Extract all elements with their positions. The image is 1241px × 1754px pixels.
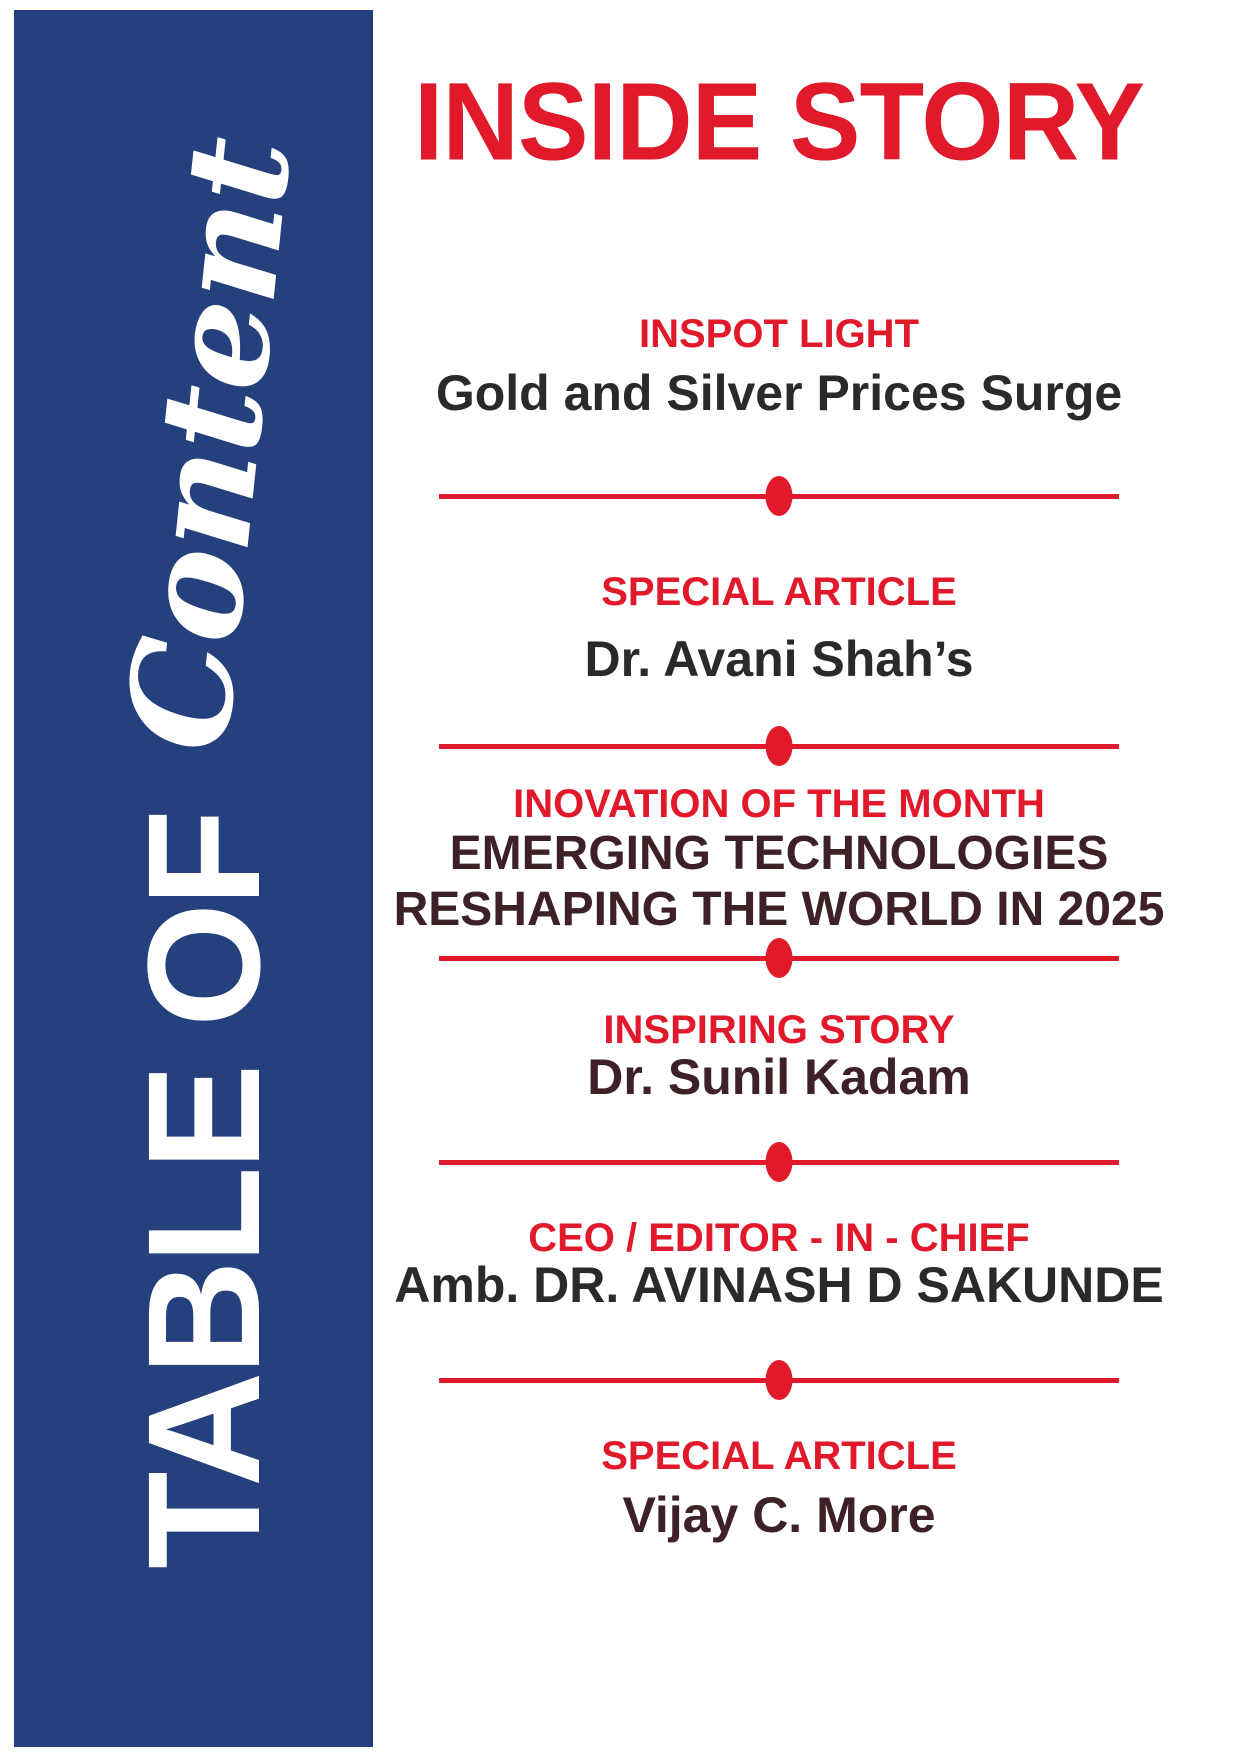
section-divider — [373, 1142, 1185, 1182]
section-title-line-2: RESHAPING THE WORLD IN 2025 — [393, 883, 1165, 936]
section-divider — [373, 726, 1185, 766]
section-divider — [373, 1360, 1185, 1400]
section-divider — [373, 938, 1185, 978]
divider-dot — [766, 1142, 793, 1182]
page-title: INSIDE STORY — [413, 60, 1145, 184]
sidebar-table-of-text: TABLE OF — [114, 812, 293, 1570]
divider-dot — [766, 726, 793, 766]
section-title-emerging-technologies — [373, 826, 1185, 938]
section-label-inspiring-story: INSPIRING STORY — [603, 1008, 955, 1052]
sidebar-content-script-text: Content — [96, 131, 324, 759]
divider-dot — [766, 1360, 793, 1400]
content-area — [373, 0, 1185, 1754]
section-title-line-1: EMERGING TECHNOLOGIES — [449, 827, 1109, 880]
section-title-vijay-more: Vijay C. More — [622, 1487, 936, 1543]
divider-dot — [766, 476, 793, 516]
section-label-inovation-of-month: INOVATION OF THE MONTH — [513, 782, 1045, 826]
section-title-gold-silver: Gold and Silver Prices Surge — [435, 365, 1123, 421]
section-title-sunil-kadam: Dr. Sunil Kadam — [587, 1049, 971, 1105]
section-title-avani-shah: Dr. Avani Shah’s — [584, 631, 974, 687]
section-title-avinash-sakunde: Amb. DR. AVINASH D SAKUNDE — [394, 1257, 1164, 1313]
section-label-special-article-1: SPECIAL ARTICLE — [601, 570, 957, 614]
divider-dot — [766, 938, 793, 978]
section-label-special-article-2: SPECIAL ARTICLE — [601, 1434, 957, 1478]
section-label-ceo-editor-in-chief: CEO / EDITOR - IN - CHIEF — [528, 1216, 1030, 1260]
sidebar-band — [14, 10, 373, 1747]
section-label-inspot-light: INSPOT LIGHT — [639, 312, 919, 356]
section-divider — [373, 476, 1185, 516]
